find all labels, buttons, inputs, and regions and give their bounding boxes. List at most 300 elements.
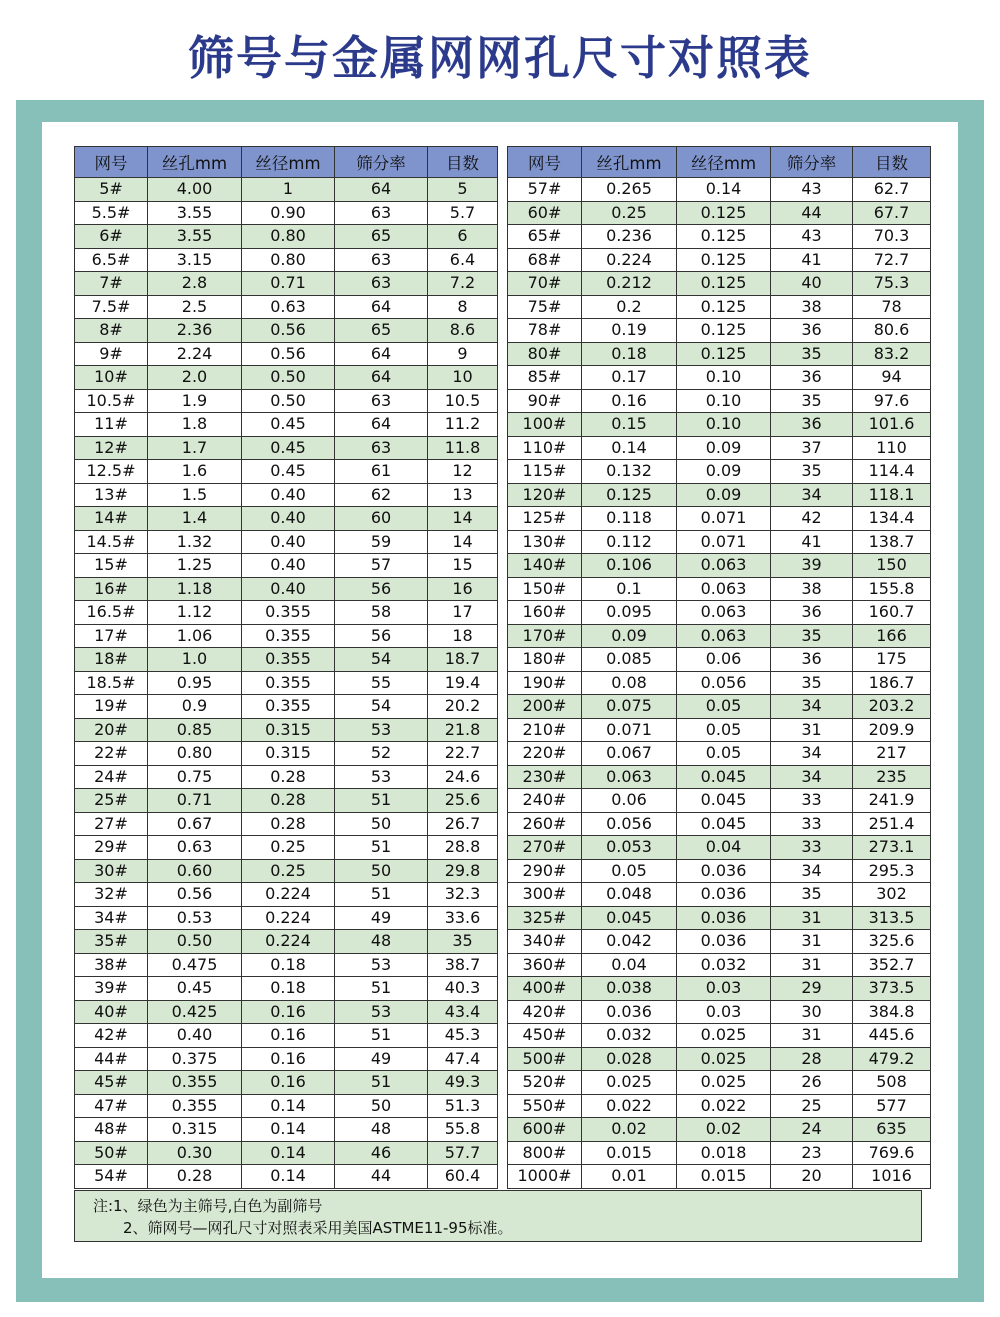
table-cell: 0.355 xyxy=(148,1094,242,1118)
table-cell: 56 xyxy=(335,624,428,648)
table-cell: 38.7 xyxy=(428,953,498,977)
table-row xyxy=(75,178,498,202)
table-cell: 54 xyxy=(335,648,428,672)
table-cell: 31 xyxy=(771,953,853,977)
table-cell: 0.475 xyxy=(148,953,242,977)
table-cell: 0.085 xyxy=(582,648,677,672)
table-cell: 47.4 xyxy=(428,1047,498,1071)
table-cell: 64 xyxy=(335,295,428,319)
table-cell: 34# xyxy=(75,906,148,930)
table-cell: 0.28 xyxy=(148,1165,242,1189)
table-cell: 49.3 xyxy=(428,1071,498,1095)
table-cell: 54 xyxy=(335,695,428,719)
table-row xyxy=(508,1094,931,1118)
table-row xyxy=(75,1165,498,1189)
table-cell: 166 xyxy=(853,624,931,648)
table-cell: 0.038 xyxy=(582,977,677,1001)
table-cell: 0.03 xyxy=(677,977,771,1001)
table-row xyxy=(75,366,498,390)
table-cell: 20# xyxy=(75,718,148,742)
table-cell: 0.56 xyxy=(242,342,335,366)
table-cell: 20 xyxy=(771,1165,853,1189)
table-cell: 600# xyxy=(508,1118,582,1142)
table-row xyxy=(75,883,498,907)
table-cell: 400# xyxy=(508,977,582,1001)
table-cell: 35 xyxy=(771,671,853,695)
table-cell: 1.5 xyxy=(148,483,242,507)
table-row xyxy=(508,272,931,296)
table-cell: 0.05 xyxy=(677,718,771,742)
table-cell: 10 xyxy=(428,366,498,390)
table-cell: 210# xyxy=(508,718,582,742)
column-header: 丝孔mm xyxy=(582,147,677,178)
table-row xyxy=(75,460,498,484)
table-row xyxy=(75,601,498,625)
table-row xyxy=(508,883,931,907)
table-cell: 26 xyxy=(771,1071,853,1095)
table-cell: 0.025 xyxy=(677,1071,771,1095)
table-cell: 20.2 xyxy=(428,695,498,719)
table-cell: 2.5 xyxy=(148,295,242,319)
table-row xyxy=(508,718,931,742)
table-cell: 577 xyxy=(853,1094,931,1118)
table-cell: 44 xyxy=(771,201,853,225)
table-cell: 101.6 xyxy=(853,413,931,437)
table-cell: 1000# xyxy=(508,1165,582,1189)
table-cell: 48 xyxy=(335,930,428,954)
table-cell: 94 xyxy=(853,366,931,390)
table-cell: 1.7 xyxy=(148,436,242,460)
table-cell: 0.04 xyxy=(677,836,771,860)
table-cell: 33.6 xyxy=(428,906,498,930)
table-cell: 32# xyxy=(75,883,148,907)
table-cell: 24# xyxy=(75,765,148,789)
table-row xyxy=(508,906,931,930)
table-cell: 36 xyxy=(771,319,853,343)
table-cell: 1.8 xyxy=(148,413,242,437)
table-cell: 36 xyxy=(771,366,853,390)
table-cell: 520# xyxy=(508,1071,582,1095)
table-cell: 62 xyxy=(335,483,428,507)
table-cell: 55 xyxy=(335,671,428,695)
table-cell: 2.8 xyxy=(148,272,242,296)
table-cell: 10.5# xyxy=(75,389,148,413)
table-cell: 57.7 xyxy=(428,1141,498,1165)
table-cell: 0.355 xyxy=(242,624,335,648)
table-row xyxy=(75,906,498,930)
table-cell: 0.09 xyxy=(677,483,771,507)
table-cell: 450# xyxy=(508,1024,582,1048)
table-cell: 0.09 xyxy=(582,624,677,648)
table-cell: 60 xyxy=(335,507,428,531)
notes-box xyxy=(74,1190,922,1242)
table-cell: 0.224 xyxy=(242,883,335,907)
table-row xyxy=(508,342,931,366)
table-cell: 0.071 xyxy=(677,530,771,554)
table-cell: 2.36 xyxy=(148,319,242,343)
table-cell: 17 xyxy=(428,601,498,625)
left-table-header xyxy=(75,147,498,178)
table-cell: 0.40 xyxy=(242,507,335,531)
table-row xyxy=(75,1071,498,1095)
table-cell: 15# xyxy=(75,554,148,578)
table-cell: 12# xyxy=(75,436,148,460)
table-cell: 50 xyxy=(335,812,428,836)
table-cell: 24.6 xyxy=(428,765,498,789)
table-cell: 0.17 xyxy=(582,366,677,390)
table-cell: 67.7 xyxy=(853,201,931,225)
table-cell: 11.8 xyxy=(428,436,498,460)
table-cell: 0.315 xyxy=(242,718,335,742)
table-row xyxy=(508,1165,931,1189)
table-cell: 70.3 xyxy=(853,225,931,249)
table-cell: 0.63 xyxy=(242,295,335,319)
table-cell: 0.045 xyxy=(677,789,771,813)
table-cell: 64 xyxy=(335,178,428,202)
table-row xyxy=(508,789,931,813)
table-cell: 53 xyxy=(335,1000,428,1024)
table-cell: 0.10 xyxy=(677,389,771,413)
table-cell: 53 xyxy=(335,953,428,977)
table-cell: 2.0 xyxy=(148,366,242,390)
table-cell: 114.4 xyxy=(853,460,931,484)
table-cell: 0.85 xyxy=(148,718,242,742)
table-cell: 0.125 xyxy=(677,272,771,296)
table-cell: 160# xyxy=(508,601,582,625)
table-cell: 12.5# xyxy=(75,460,148,484)
table-cell: 38# xyxy=(75,953,148,977)
table-cell: 6 xyxy=(428,225,498,249)
table-cell: 635 xyxy=(853,1118,931,1142)
table-cell: 18.5# xyxy=(75,671,148,695)
table-row xyxy=(508,765,931,789)
table-cell: 0.14 xyxy=(582,436,677,460)
table-cell: 150# xyxy=(508,577,582,601)
table-cell: 4.00 xyxy=(148,178,242,202)
table-row xyxy=(508,248,931,272)
table-cell: 14 xyxy=(428,507,498,531)
table-cell: 175 xyxy=(853,648,931,672)
table-row xyxy=(508,178,931,202)
table-cell: 0.14 xyxy=(242,1165,335,1189)
table-row xyxy=(508,507,931,531)
table-cell: 120# xyxy=(508,483,582,507)
table-row xyxy=(75,789,498,813)
table-row xyxy=(75,389,498,413)
table-cell: 16.5# xyxy=(75,601,148,625)
table-cell: 44# xyxy=(75,1047,148,1071)
table-cell: 0.022 xyxy=(677,1094,771,1118)
table-cell: 30# xyxy=(75,859,148,883)
table-cell: 35 xyxy=(771,389,853,413)
table-cell: 35 xyxy=(771,460,853,484)
table-cell: 0.15 xyxy=(582,413,677,437)
table-cell: 63 xyxy=(335,272,428,296)
table-cell: 0.125 xyxy=(677,248,771,272)
table-cell: 0.40 xyxy=(242,530,335,554)
table-cell: 15 xyxy=(428,554,498,578)
table-cell: 325.6 xyxy=(853,930,931,954)
table-cell: 1.6 xyxy=(148,460,242,484)
table-cell: 64 xyxy=(335,342,428,366)
table-cell: 0.224 xyxy=(242,906,335,930)
table-cell: 0.032 xyxy=(677,953,771,977)
table-cell: 209.9 xyxy=(853,718,931,742)
table-cell: 0.19 xyxy=(582,319,677,343)
table-cell: 0.125 xyxy=(677,319,771,343)
table-cell: 63 xyxy=(335,436,428,460)
right-table xyxy=(507,146,931,1189)
table-row xyxy=(75,225,498,249)
table-row xyxy=(75,718,498,742)
table-cell: 1 xyxy=(242,178,335,202)
table-cell: 0.036 xyxy=(677,906,771,930)
table-cell: 0.022 xyxy=(582,1094,677,1118)
table-cell: 0.063 xyxy=(582,765,677,789)
table-cell: 43.4 xyxy=(428,1000,498,1024)
table-cell: 125# xyxy=(508,507,582,531)
table-cell: 134.4 xyxy=(853,507,931,531)
table-cell: 0.06 xyxy=(582,789,677,813)
table-cell: 7.5# xyxy=(75,295,148,319)
table-cell: 11# xyxy=(75,413,148,437)
table-row xyxy=(508,624,931,648)
table-cell: 769.6 xyxy=(853,1141,931,1165)
page-title: 筛号与金属网网孔尺寸对照表 xyxy=(188,31,812,85)
table-cell: 0.025 xyxy=(677,1047,771,1071)
table-cell: 0.053 xyxy=(582,836,677,860)
table-cell: 0.032 xyxy=(582,1024,677,1048)
table-cell: 0.45 xyxy=(242,460,335,484)
table-row xyxy=(508,1024,931,1048)
table-cell: 0.236 xyxy=(582,225,677,249)
table-cell: 36 xyxy=(771,648,853,672)
column-header: 丝径mm xyxy=(677,147,771,178)
table-cell: 384.8 xyxy=(853,1000,931,1024)
table-cell: 180# xyxy=(508,648,582,672)
table-cell: 160.7 xyxy=(853,601,931,625)
table-row xyxy=(75,1094,498,1118)
table-cell: 17# xyxy=(75,624,148,648)
table-cell: 51 xyxy=(335,836,428,860)
table-cell: 34 xyxy=(771,695,853,719)
table-cell: 1.4 xyxy=(148,507,242,531)
table-cell: 1.18 xyxy=(148,577,242,601)
table-cell: 26.7 xyxy=(428,812,498,836)
table-cell: 217 xyxy=(853,742,931,766)
table-cell: 80# xyxy=(508,342,582,366)
table-cell: 50 xyxy=(335,1094,428,1118)
table-cell: 25# xyxy=(75,789,148,813)
table-row xyxy=(75,695,498,719)
table-cell: 33 xyxy=(771,789,853,813)
table-cell: 270# xyxy=(508,836,582,860)
table-cell: 25.6 xyxy=(428,789,498,813)
table-cell: 0.056 xyxy=(677,671,771,695)
table-cell: 97.6 xyxy=(853,389,931,413)
table-cell: 373.5 xyxy=(853,977,931,1001)
table-cell: 36 xyxy=(771,601,853,625)
table-cell: 0.045 xyxy=(677,765,771,789)
table-cell: 200# xyxy=(508,695,582,719)
table-cell: 0.9 xyxy=(148,695,242,719)
table-cell: 0.015 xyxy=(677,1165,771,1189)
table-cell: 78# xyxy=(508,319,582,343)
table-row xyxy=(75,624,498,648)
table-cell: 14.5# xyxy=(75,530,148,554)
table-cell: 47# xyxy=(75,1094,148,1118)
column-header: 目数 xyxy=(853,147,931,178)
table-row xyxy=(508,319,931,343)
table-cell: 31 xyxy=(771,1024,853,1048)
table-cell: 0.067 xyxy=(582,742,677,766)
table-cell: 1.32 xyxy=(148,530,242,554)
table-row xyxy=(508,977,931,1001)
table-cell: 0.25 xyxy=(242,836,335,860)
table-cell: 50 xyxy=(335,859,428,883)
table-cell: 0.09 xyxy=(677,460,771,484)
column-header: 筛分率 xyxy=(771,147,853,178)
table-cell: 55.8 xyxy=(428,1118,498,1142)
table-cell: 0.40 xyxy=(242,577,335,601)
table-cell: 10.5 xyxy=(428,389,498,413)
table-cell: 34 xyxy=(771,765,853,789)
table-row xyxy=(508,836,931,860)
table-cell: 0.63 xyxy=(148,836,242,860)
right-table-body xyxy=(508,178,931,1189)
table-cell: 41 xyxy=(771,248,853,272)
table-row xyxy=(75,742,498,766)
table-cell: 0.04 xyxy=(582,953,677,977)
table-cell: 0.28 xyxy=(242,789,335,813)
table-cell: 0.18 xyxy=(242,977,335,1001)
table-row xyxy=(508,436,931,460)
table-cell: 0.036 xyxy=(677,859,771,883)
table-cell: 22# xyxy=(75,742,148,766)
table-row xyxy=(75,859,498,883)
table-cell: 75# xyxy=(508,295,582,319)
left-table-body xyxy=(75,178,498,1189)
table-cell: 0.025 xyxy=(582,1071,677,1095)
table-cell: 85# xyxy=(508,366,582,390)
table-cell: 0.212 xyxy=(582,272,677,296)
table-cell: 0.14 xyxy=(677,178,771,202)
table-cell: 0.071 xyxy=(582,718,677,742)
table-cell: 0.132 xyxy=(582,460,677,484)
table-cell: 260# xyxy=(508,812,582,836)
table-cell: 62.7 xyxy=(853,178,931,202)
table-cell: 300# xyxy=(508,883,582,907)
table-cell: 0.036 xyxy=(582,1000,677,1024)
table-cell: 34 xyxy=(771,742,853,766)
column-header: 筛分率 xyxy=(335,147,428,178)
table-cell: 5 xyxy=(428,178,498,202)
table-row xyxy=(75,930,498,954)
table-cell: 0.40 xyxy=(148,1024,242,1048)
table-cell: 0.095 xyxy=(582,601,677,625)
table-cell: 43 xyxy=(771,178,853,202)
table-cell: 21.8 xyxy=(428,718,498,742)
table-cell: 0.14 xyxy=(242,1094,335,1118)
table-row xyxy=(75,1118,498,1142)
table-cell: 0.60 xyxy=(148,859,242,883)
table-cell: 45.3 xyxy=(428,1024,498,1048)
table-cell: 0.048 xyxy=(582,883,677,907)
table-cell: 230# xyxy=(508,765,582,789)
table-cell: 0.16 xyxy=(582,389,677,413)
table-cell: 340# xyxy=(508,930,582,954)
table-cell: 251.4 xyxy=(853,812,931,836)
table-cell: 65 xyxy=(335,319,428,343)
table-row xyxy=(508,225,931,249)
table-cell: 54# xyxy=(75,1165,148,1189)
table-cell: 39 xyxy=(771,554,853,578)
table-cell: 51 xyxy=(335,1024,428,1048)
table-row xyxy=(508,648,931,672)
table-cell: 7.2 xyxy=(428,272,498,296)
table-cell: 0.071 xyxy=(677,507,771,531)
table-sheet xyxy=(42,122,958,1278)
table-row xyxy=(75,1141,498,1165)
table-cell: 0.224 xyxy=(242,930,335,954)
table-cell: 295.3 xyxy=(853,859,931,883)
column-header: 网号 xyxy=(75,147,148,178)
table-row xyxy=(508,1071,931,1095)
table-row xyxy=(508,953,931,977)
table-row xyxy=(508,859,931,883)
table-cell: 479.2 xyxy=(853,1047,931,1071)
table-cell: 241.9 xyxy=(853,789,931,813)
table-cell: 72.7 xyxy=(853,248,931,272)
table-cell: 110# xyxy=(508,436,582,460)
table-cell: 44 xyxy=(335,1165,428,1189)
table-cell: 0.50 xyxy=(242,389,335,413)
table-cell: 800# xyxy=(508,1141,582,1165)
table-row xyxy=(508,930,931,954)
column-header: 目数 xyxy=(428,147,498,178)
table-cell: 3.55 xyxy=(148,225,242,249)
table-row xyxy=(75,1047,498,1071)
table-cell: 186.7 xyxy=(853,671,931,695)
table-cell: 0.036 xyxy=(677,930,771,954)
table-cell: 13 xyxy=(428,483,498,507)
table-cell: 0.025 xyxy=(677,1024,771,1048)
table-cell: 1.06 xyxy=(148,624,242,648)
table-cell: 38 xyxy=(771,295,853,319)
table-cell: 40# xyxy=(75,1000,148,1024)
table-cell: 31 xyxy=(771,906,853,930)
table-cell: 0.45 xyxy=(242,436,335,460)
table-cell: 352.7 xyxy=(853,953,931,977)
table-cell: 0.425 xyxy=(148,1000,242,1024)
table-row xyxy=(508,1047,931,1071)
table-cell: 31 xyxy=(771,718,853,742)
table-cell: 0.30 xyxy=(148,1141,242,1165)
table-cell: 38 xyxy=(771,577,853,601)
table-cell: 0.2 xyxy=(582,295,677,319)
table-cell: 31 xyxy=(771,930,853,954)
table-cell: 60.4 xyxy=(428,1165,498,1189)
table-cell: 0.045 xyxy=(582,906,677,930)
table-cell: 0.18 xyxy=(582,342,677,366)
table-cell: 0.375 xyxy=(148,1047,242,1071)
table-cell: 37 xyxy=(771,436,853,460)
table-cell: 46 xyxy=(335,1141,428,1165)
table-row xyxy=(508,742,931,766)
table-cell: 14# xyxy=(75,507,148,531)
table-cell: 39# xyxy=(75,977,148,1001)
table-cell: 33 xyxy=(771,836,853,860)
